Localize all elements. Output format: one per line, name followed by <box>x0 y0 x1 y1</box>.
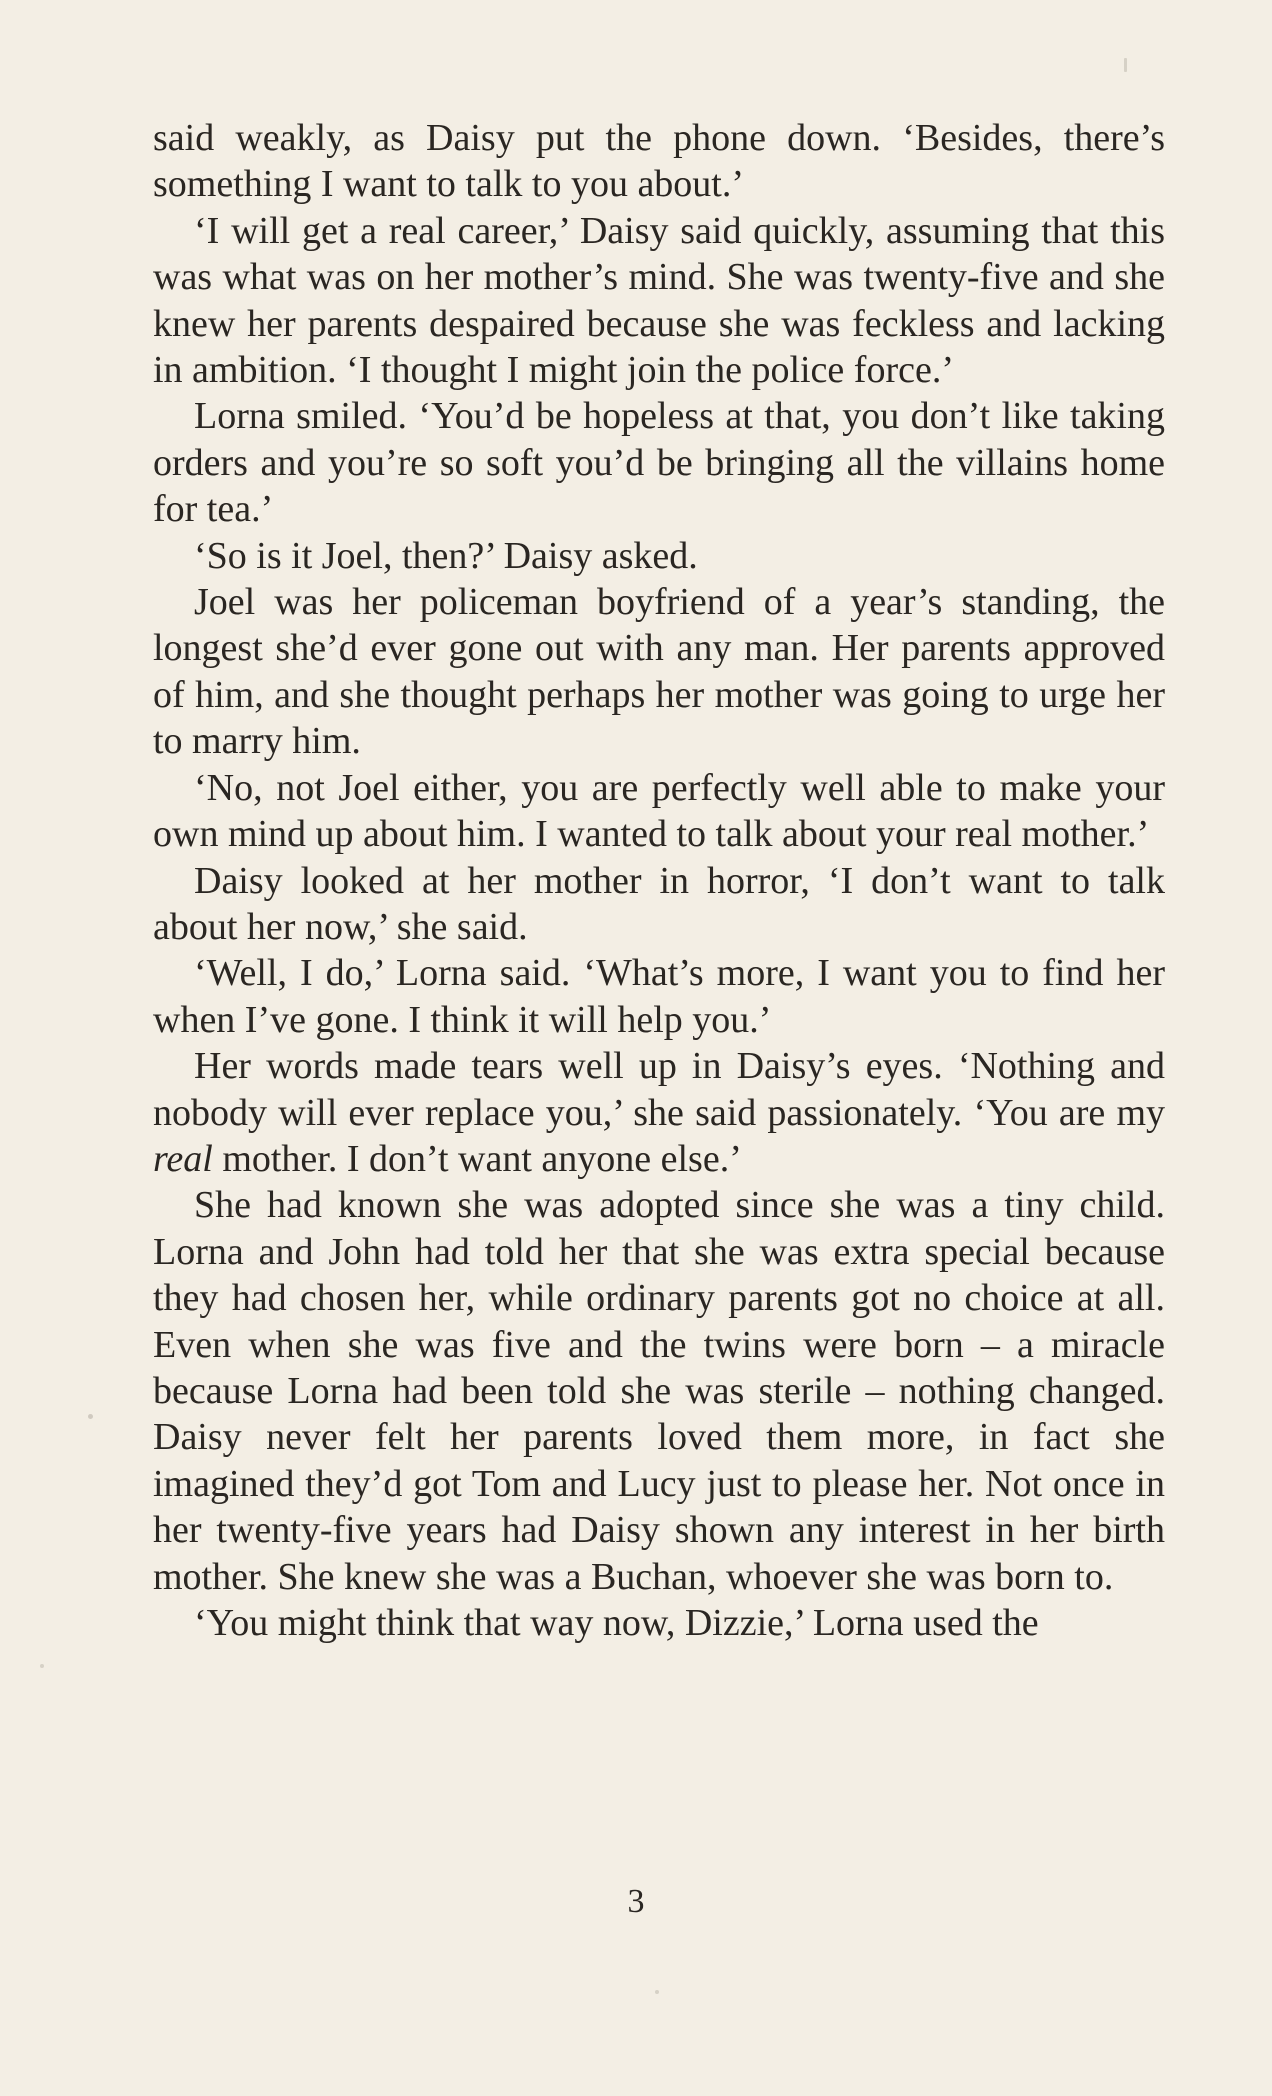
paragraph-9 <box>153 1043 1165 1182</box>
scan-speck <box>655 1990 659 1994</box>
paragraph-6: ‘No, not Joel either, you are perfectly well able to make your own mind up about him. I wanted to talk about your real mother.’ <box>153 766 1165 856</box>
paragraph-5: Joel was her policeman boyfriend of a year’s standing, the longest she’d ever gone out with any man. Her parents approved of him, and she thought perhaps her mother was going to urge her to marry him. <box>153 581 1165 763</box>
body-text <box>153 115 1165 1646</box>
scan-speck <box>1124 58 1127 72</box>
scan-speck <box>40 1664 44 1668</box>
paragraph-10: She had known she was adopted since she was a tiny child. Lorna and John had told her that she was extra special because they had chosen her, while ordinary parents got no choice at all. Even when she was five and the twins were born – a miracle because Lorna had been told she was sterile – nothing changed. Daisy never felt her parents loved them more, in fact she imagined they’d got Tom and Lucy just to please her. Not once in her twenty-five years had Daisy shown any interest in her birth mother. She knew she was a Buchan, whoever she was born to. <box>153 1184 1165 1598</box>
paragraph-11: ‘You might think that way now, Dizzie,’ Lorna used the <box>194 1602 1039 1644</box>
paragraph-3: Lorna smiled. ‘You’d be hopeless at that, you don’t like taking orders and you’re so soft you’d be bringing all the villains home for tea.’ <box>153 395 1165 531</box>
paragraph-8: ‘Well, I do,’ Lorna said. ‘What’s more, I want you to find her when I’ve gone. I think it will help you.’ <box>153 952 1165 1041</box>
paragraph-9-end: mother. I don’t want anyone else.’ <box>212 1137 742 1180</box>
scan-speck <box>88 1414 93 1419</box>
paragraph-1: said weakly, as Daisy put the phone down. ‘Besides, there’s something I want to talk to you about.’ <box>153 117 1165 206</box>
paragraph-9-italic: real <box>153 1137 213 1180</box>
paragraph-7: Daisy looked at her mother in horror, ‘I don’t want to talk about her now,’ she said. <box>153 859 1165 948</box>
page-number: 3 <box>627 1883 645 1920</box>
paragraph-2: ‘I will get a real career,’ Daisy said quickly, assuming that this was what was on her mother’s mind. She was twenty-five and she knew her parents despaired because she was feckless and lacking in ambition. ‘I thought I might join the police force.’ <box>153 209 1165 392</box>
paragraph-4: ‘So is it Joel, then?’ Daisy asked. <box>194 534 698 577</box>
paragraph-9-start: Her words made tears well up in Daisy’s eyes. ‘Nothing and nobody will ever replace you,’ she said passionately. ‘You are my <box>153 1045 1165 1134</box>
